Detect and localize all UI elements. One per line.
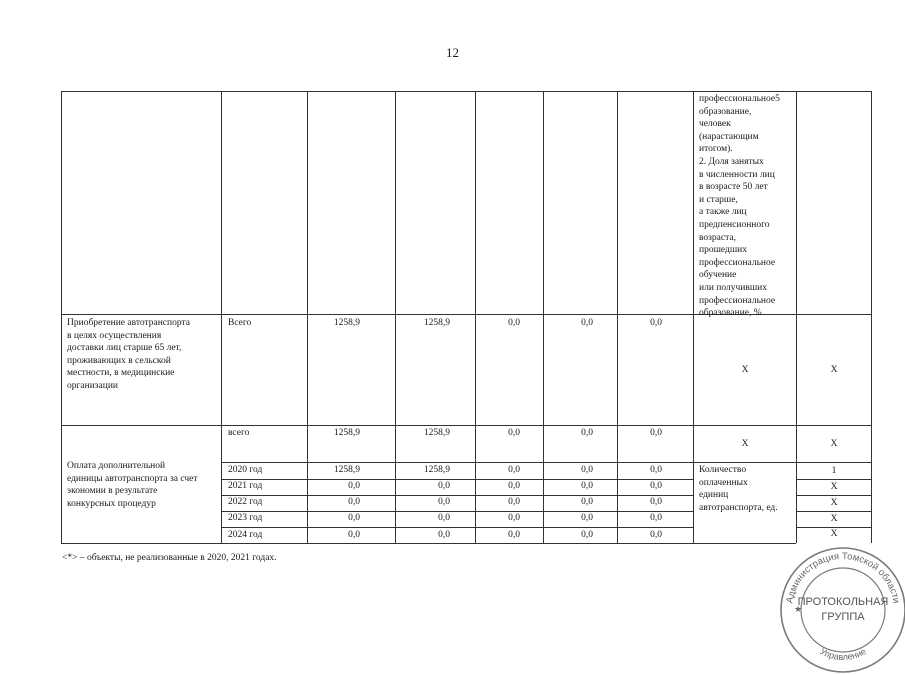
row-line [221,527,693,528]
footnote: <*> – объекты, не реализованные в 2020, 2021 годах. [62,553,277,563]
value-cell: 0,0 [438,513,450,523]
value-cell: 0,0 [438,497,450,507]
row-line [796,511,871,512]
stamp-ring-text: Администрация Томской области [784,550,902,605]
stamp-ring-text-bottom: Управление [818,646,868,663]
indicator-cell: Х [741,439,749,449]
value-cell: 0,0 [438,530,450,540]
target-cell: Х [830,439,838,449]
row-line [796,479,871,480]
stamp-center-line: ПРОТОКОЛЬНАЯ [797,596,889,608]
value-cell: 0,0 [650,530,662,540]
target-cell: 1 [831,466,837,476]
row-line [61,425,871,426]
table-border-left [61,91,62,543]
value-cell: 0,0 [348,497,360,507]
period-cell: 2022 год [228,497,263,507]
row-line [221,462,871,463]
value-cell: 0,0 [650,513,662,523]
value-cell: 0,0 [581,513,593,523]
value-cell: 0,0 [581,481,593,491]
period-cell: 2023 год [228,513,263,523]
value-cell: 0,0 [508,481,520,491]
row-line [796,495,871,496]
protocol-group-stamp [778,545,905,675]
value-cell: 0,0 [581,318,593,328]
period-cell: 2020 год [228,465,263,475]
continued-indicator-text: профессиональное5 образование, человек (нарастающим итогом). 2. Доля занятых в численности лиц в возрасте 50 лет и старше, а также лиц предпенсионного возраста, прошедших профессиональное обучение или получивших профессиональное образование, % [699,94,780,319]
value-cell: 1258,9 [333,465,360,475]
value-cell: 0,0 [581,465,593,475]
value-cell: 0,0 [581,428,593,438]
target-cell: Х [830,514,838,524]
value-cell: 1258,9 [423,465,450,475]
activity-name-vehicle-purchase: Приобретение автотранспорта в целях осуществления доставки лиц старше 65 лет, проживающих в сельской местности, в медицинские организации [67,318,190,391]
target-cell: Х [830,365,838,375]
value-cell: 0,0 [348,530,360,540]
indicator-cell: Х [741,365,749,375]
table-col-line [693,91,694,543]
value-cell: 1258,9 [423,428,450,438]
value-cell: 0,0 [508,428,520,438]
value-cell: 1258,9 [333,318,360,328]
page-number: 12 [446,45,459,60]
value-cell: 0,0 [650,465,662,475]
activity-name-additional-vehicle: Оплата дополнительной единицы автотранспорта за счет экономии в результате конкурсных процедур [67,461,198,509]
stamp-center-line: ГРУППА [821,611,865,623]
value-cell: 0,0 [650,497,662,507]
value-cell: 0,0 [581,497,593,507]
value-cell: 0,0 [348,513,360,523]
value-cell: 0,0 [650,481,662,491]
target-cell: Х [830,529,838,539]
value-cell: 0,0 [438,481,450,491]
indicator-vehicle-count: Количество оплаченных единиц автотранспорта, ед. [699,465,778,513]
star-icon: ★ [794,604,803,614]
table-border-bottom [61,543,796,544]
value-cell: 0,0 [650,318,662,328]
value-cell: 0,0 [508,465,520,475]
value-cell: 0,0 [348,481,360,491]
value-cell: 1258,9 [333,428,360,438]
value-cell: 0,0 [508,318,520,328]
period-cell: 2021 год [228,481,263,491]
value-cell: 0,0 [581,530,593,540]
value-cell: 1258,9 [423,318,450,328]
period-cell: Всего [228,318,252,328]
table-col-line [221,91,222,543]
table-border-top [61,91,871,92]
target-cell: Х [830,482,838,492]
value-cell: 0,0 [508,513,520,523]
target-cell: Х [830,498,838,508]
value-cell: 0,0 [650,428,662,438]
value-cell: 0,0 [508,530,520,540]
value-cell: 0,0 [508,497,520,507]
period-cell: всего [228,428,250,438]
period-cell: 2024 год [228,530,263,540]
table-border-right [871,91,872,543]
